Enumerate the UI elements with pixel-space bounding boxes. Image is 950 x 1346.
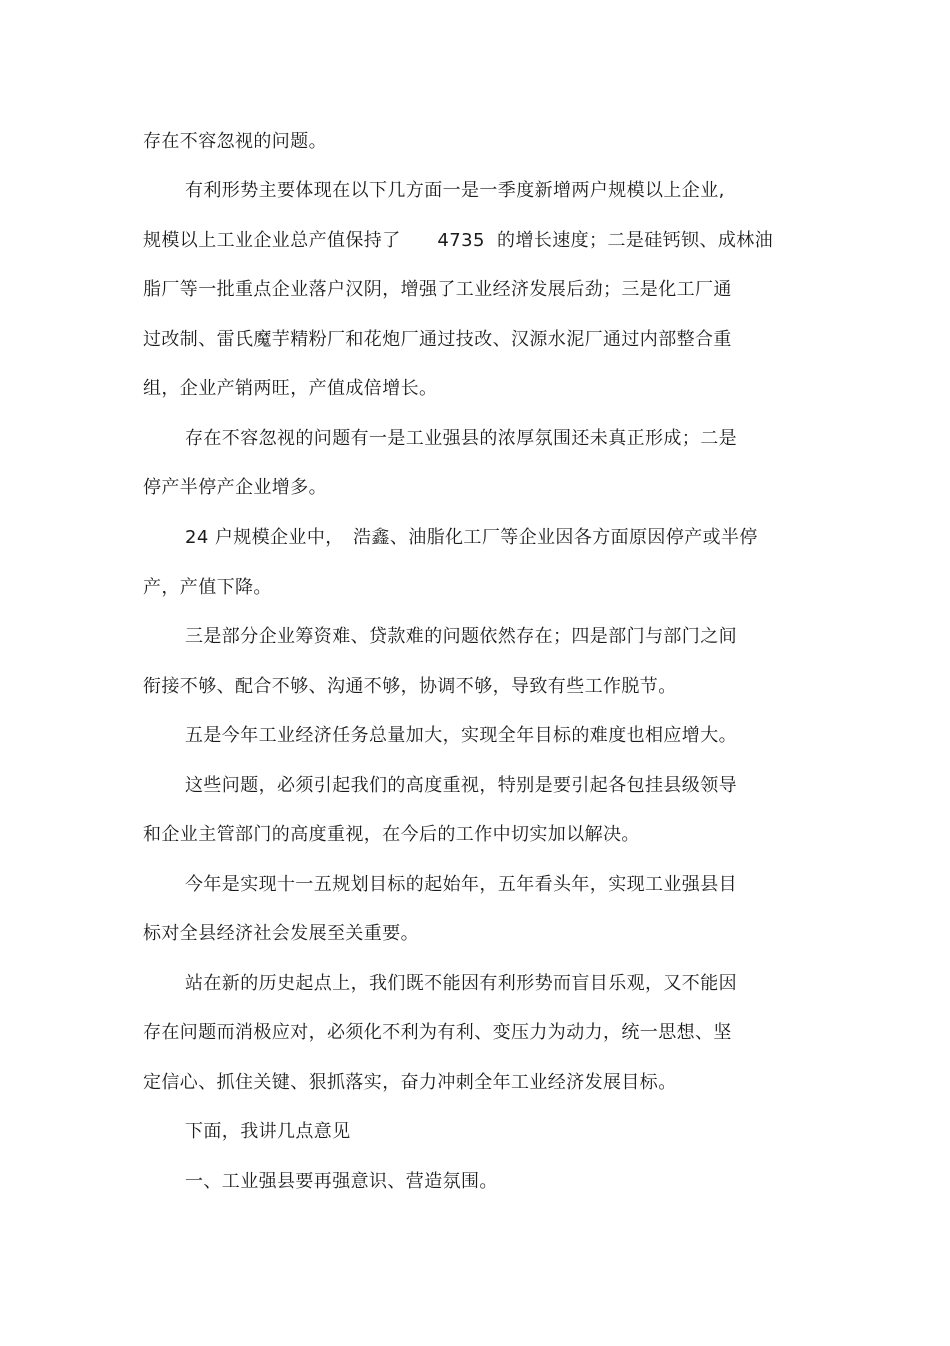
text-line: 一、工业强县要再强意识、营造氛围。 (185, 1171, 498, 1192)
text-line: 五是今年工业经济任务总量加大，实现全年目标的难度也相应增大。 (185, 725, 737, 746)
text-line: 产，产值下降。 (143, 577, 272, 598)
text-line: 停产半停产企业增多。 (143, 477, 327, 498)
text-line: 存在不容忽视的问题有一是工业强县的浓厚氛围还未真正形成；二是 (185, 428, 737, 449)
text-line: 有利形势主要体现在以下几方面一是一季度新增两户规模以上企业, (185, 180, 725, 201)
text-line: 存在不容忽视的问题。 (143, 131, 327, 152)
text-line: 这些问题，必须引起我们的高度重视，特别是要引起各包挂县级领导 (185, 775, 737, 796)
text-line: 24 户规模企业中， 浩鑫、油脂化工厂等企业因各方面原因停产或半停 (185, 527, 758, 548)
text-line: 今年是实现十一五规划目标的起始年，五年看头年，实现工业强县目 (185, 874, 737, 895)
text-line: 脂厂等一批重点企业落户汉阴，增强了工业经济发展后劲；三是化工厂通 (143, 279, 732, 300)
text-line: 衔接不够、配合不够、沟通不够，协调不够，导致有些工作脱节。 (143, 676, 677, 697)
text-line: 三是部分企业筹资难、贷款难的问题依然存在；四是部门与部门之间 (185, 626, 737, 647)
text-line: 和企业主管部门的高度重视，在今后的工作中切实加以解决。 (143, 824, 640, 845)
text-line: 定信心、抓住关键、狠抓落实，奋力冲刺全年工业经济发展目标。 (143, 1072, 677, 1093)
text-line: 标对全县经济社会发展至关重要。 (143, 923, 419, 944)
text-line: 过改制、雷氏魔芋精粉厂和花炮厂通过技改、汉源水泥厂通过内部整合重 (143, 329, 732, 350)
text-line: 组，企业产销两旺，产值成倍增长。 (143, 378, 438, 399)
text-line: 下面，我讲几点意见 (185, 1121, 351, 1142)
text-line: 存在问题而消极应对，必须化不利为有利、变压力为动力，统一思想、坚 (143, 1022, 732, 1043)
text-line: 规模以上工业企业总产值保持了 4735 的增长速度；二是硅钙钡、成林油 (143, 230, 774, 251)
text-line: 站在新的历史起点上，我们既不能因有利形势而盲目乐观，又不能因 (185, 973, 737, 994)
